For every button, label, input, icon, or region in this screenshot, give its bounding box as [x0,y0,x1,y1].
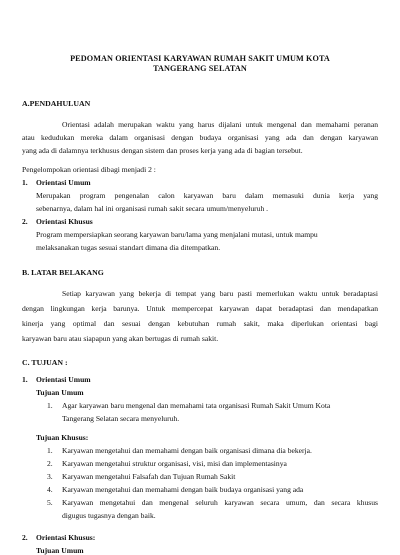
list-item-number: 1. [47,401,53,410]
section-a-heading: A.PENDAHULUAN [22,99,91,108]
section-b-para-line3: kinerja yang optimal dan sesuai dengan kebutuhan rumah sakit, maka diperlukan orientasi bagi [22,319,378,328]
list-item-number: 1. [22,178,28,187]
list-item-text: Karyawan mengetahui struktur organisasi, visi, misi dan implementasinya [62,459,287,468]
section-b-para-line1: Setiap karyawan yang bekerja di tempat yang baru pasti memerlukan waktu untuk beradaptasi [62,289,378,298]
section-b-heading: B. LATAR BELAKANG [22,268,104,277]
list-item-line: Program mempersiapkan seorang karyawan baru/lama yang menjalani mutasi, untuk mampu [36,230,318,239]
section-c-heading: C. TUJUAN : [22,358,68,367]
section-a-para-line1: Orientasi adalah merupakan waktu yang harus dijalani untuk mengenal dan memahami peranan [62,120,378,129]
list-item-number: 2. [47,459,53,468]
list-item-number: 3. [47,472,53,481]
list-item-title: Orientasi Khusus [36,217,93,226]
list-item-title: Orientasi Umum [36,375,91,384]
list-item-number: 2. [22,533,28,542]
list-item-line: Tangerang Selatan secara menyeluruh. [62,414,180,423]
list-item-line: Agar karyawan baru mengenal dan memahami tata organisasi Rumah Sakit Umum Kota [62,401,331,410]
list-item-number: 2. [22,217,28,226]
sub-heading-partial: Tujuan Umum [36,546,84,555]
document-title-line1: PEDOMAN ORIENTASI KARYAWAN RUMAH SAKIT UMUM KOTA [70,54,330,63]
list-item-line: sebenarnya, dalam hal ini organisasi rumah sakit secara umum/menyeluruh . [36,204,269,213]
section-a-para-line3: yang ada di dalamnya terkhusus dengan sistem dan proses kerja yang ada di bagian tersebut. [22,146,303,155]
list-item-number: 1. [22,375,28,384]
list-item-line: melaksanakan tugas sesuai standart dimana dia ditempatkan. [36,243,221,252]
document-title-line2: TANGERANG SELATAN [153,64,247,73]
list-item-title: Orientasi Umum [36,178,91,187]
list-item-title: Orientasi Khusus: [36,533,96,542]
list-item-text: Karyawan mengetahui dan memahami dengan baik organisasi dimana dia bekerja. [62,446,312,455]
list-item-number: 1. [47,446,53,455]
section-b-para-line4: karyawan baru atau siapapun yang akan bertugas di rumah sakit. [22,334,219,343]
list-item-line: Merupakan program pengenalan calon karyawan baru dalam memasuki dunia kerja yang [36,191,378,200]
section-a-para-line2: atau kedudukan mereka dalam organisasi dengan budaya organisasi yang ada dan dengan karyawan [22,133,378,142]
list-item-number: 4. [47,485,53,494]
grouping-text: Pengelompokan orientasi dibagi menjadi 2 : [22,165,156,174]
list-item-text: Karyawan mengetahui Falsafah dan Tujuan Rumah Sakit [62,472,236,481]
list-item-number: 5. [47,498,53,507]
sub-heading-tujuan-umum: Tujuan Umum [36,388,84,397]
section-b-para-line2: dengan lingkungan kerja barunya. Untuk mempercepat karyawan dapat beradaptasi dan mendapatkan [22,304,378,313]
list-item-text: Karyawan mengetahui dan memahami dengan baik budaya organisasi yang ada [62,485,304,494]
list-item-text-cont: digugus tugasnya dengan baik. [62,511,156,520]
sub-heading-tujuan-khusus: Tujuan Khusus: [36,433,89,442]
list-item-text: Karyawan mengetahui dan mengenal seluruh karyawan secara umum, dan secara khusus [62,498,378,507]
